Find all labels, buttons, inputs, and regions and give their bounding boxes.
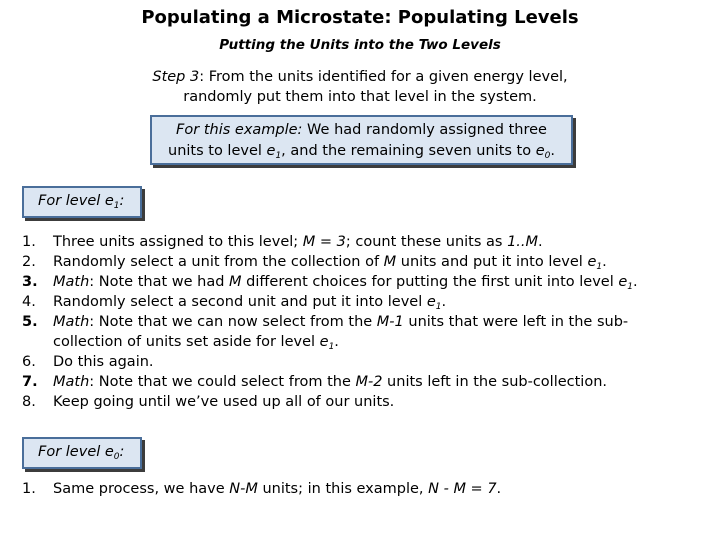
step-label: Step 3 [152, 69, 200, 85]
level-e0-steps [22, 479, 712, 499]
list-item: 2. Randomly select a unit from the collection of M units and put it into level $e_1$. [22, 254, 607, 272]
list-item: 6. Do this again. [22, 354, 154, 370]
example-callout: For this example: We had randomly assigned three units to level $e_1$, and the remaining seven units to $e_0$. [150, 115, 573, 165]
level-e1-steps [22, 232, 712, 412]
level-e1-heading: For level $e_1$: [22, 186, 142, 218]
list-item: 7. Math: Note that we could select from the M-2 units left in the sub-collection. [22, 374, 608, 390]
page-subtitle: Putting the Units into the Two Levels [219, 37, 501, 53]
page-title: Populating a Microstate: Populating Levels [141, 7, 579, 28]
list-item: 4. Randomly select a second unit and put it into level $e_1$. [22, 294, 447, 312]
step-3-text: Step 3: From the units identified for a given energy level, randomly put them into that level in the system. [152, 69, 568, 105]
list-item: 1. Same process, we have N-M units; in this example, N - M = 7. [22, 481, 502, 497]
list-item: 3. Math: Note that we had M different choices for putting the first unit into level $e_1$. [22, 274, 638, 292]
list-item: 8. Keep going until we’ve used up all of our units. [22, 394, 395, 410]
list-item: 1. Three units assigned to this level; M = 3; count these units as 1..M. [22, 234, 543, 250]
list-item: 5. Math: Note that we can now select from the M-1 units that were left in the sub- collection of units set aside for level $e_1$. [22, 314, 629, 352]
level-e0-heading: For level $e_0$: [22, 437, 142, 469]
example-label: For this example: [176, 122, 303, 138]
